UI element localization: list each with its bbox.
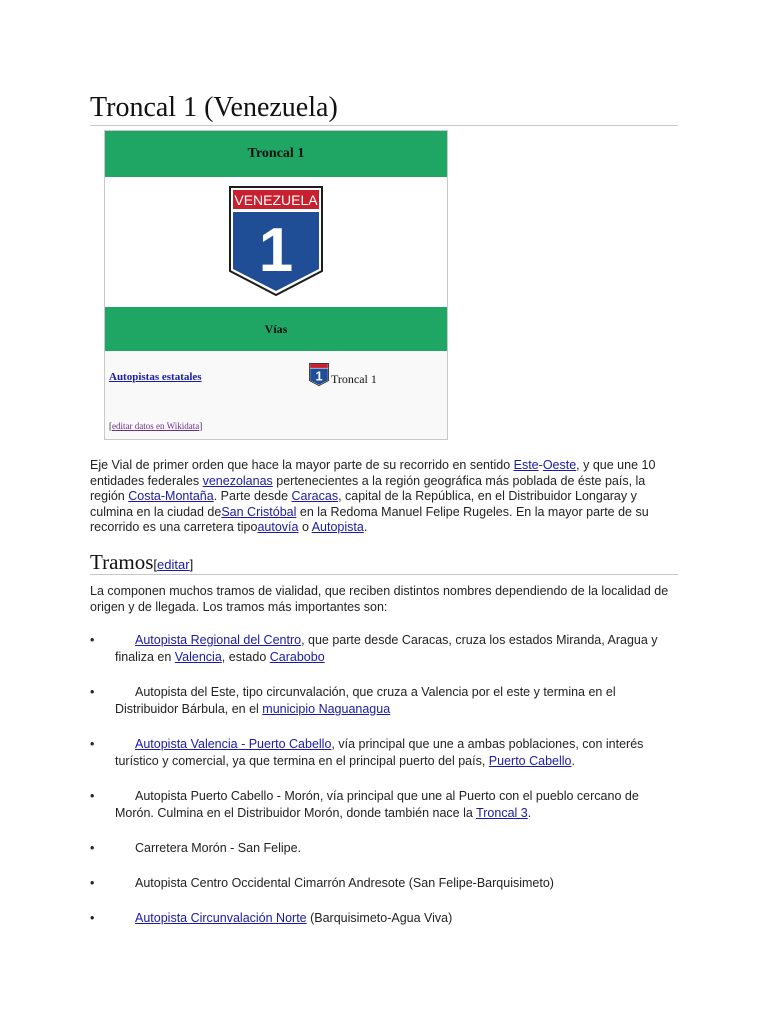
link-puerto-cabello[interactable]: Puerto Cabello <box>488 754 572 768</box>
link-autopista-valencia-puerto-cabello[interactable]: Autopista Valencia - Puerto Cabello <box>135 737 332 751</box>
link-costa-montana[interactable]: Costa-Montaña <box>128 489 214 504</box>
infobox <box>104 130 448 440</box>
infobox-row-value: Troncal 1 <box>331 372 377 386</box>
link-troncal-3[interactable]: Troncal 3 <box>476 806 528 820</box>
list-bullet: • <box>90 633 95 647</box>
list-bullet: • <box>90 876 95 890</box>
link-autopista-regional-centro[interactable]: Autopista Regional del Centro <box>135 633 302 647</box>
route-shield-icon[interactable] <box>228 185 324 297</box>
list-bullet: • <box>90 685 95 699</box>
mini-route-shield-icon <box>309 363 329 386</box>
link-valencia[interactable]: Valencia <box>174 650 222 664</box>
link-autovia[interactable]: autovía <box>257 520 299 535</box>
list-item: Autopista Puerto Cabello - Morón, vía principal que une al Puerto con el pueblo cercano de Morón. Culmina en el Distribuidor Morón, donde también nace la Troncal 3. <box>115 789 639 820</box>
infobox-row-label-link[interactable]: Autopistas estatales <box>109 371 202 383</box>
infobox-edit: [editar datos en Wikidata] <box>109 421 203 431</box>
section-heading-tramos: Tramos[editar] <box>90 550 194 574</box>
title-divider <box>90 125 678 126</box>
link-carabobo[interactable]: Carabobo <box>269 650 325 664</box>
link-este[interactable]: Este <box>513 458 539 472</box>
link-autopista-circunvalacion-norte[interactable]: Autopista Circunvalación Norte <box>135 911 307 925</box>
edit-section-link[interactable]: editar <box>157 557 190 572</box>
infobox-section-header: Vías <box>105 307 447 351</box>
list-bullet: • <box>90 841 95 855</box>
list-item: Autopista Valencia - Puerto Cabello, vía principal que une a ambas poblaciones, con interés turístico y comercial, ya que termina en el principal puerto del país, Puerto Cabello. <box>115 737 644 768</box>
link-autopista[interactable]: Autopista <box>311 520 364 535</box>
list-bullet: • <box>90 737 95 751</box>
link-san-cristobal[interactable]: San Cristóbal <box>221 504 297 519</box>
link-caracas[interactable]: Caracas <box>291 489 339 504</box>
list-item: Autopista Circunvalación Norte (Barquisimeto-Agua Viva) <box>135 911 453 925</box>
infobox-image <box>105 177 447 307</box>
infobox-title: Troncal 1 <box>105 131 447 177</box>
list-item: Autopista del Este, tipo circunvalación, que cruza a Valencia por el este y termina en el Distribuidor Bárbula, en el municipio Naguanagua <box>115 685 616 716</box>
list-bullet: • <box>90 911 95 925</box>
shield-country-text: VENEZUELA <box>234 192 318 208</box>
list-item: Autopista Regional del Centro, que parte desde Caracas, cruza los estados Miranda, Aragua y finaliza en Valencia, estado Carabobo <box>115 633 658 664</box>
list-item: Autopista Centro Occidental Cimarrón Andresote (San Felipe-Barquisimeto) <box>135 876 554 890</box>
shield-number-text: 1 <box>258 216 294 285</box>
list-bullet: • <box>90 789 95 803</box>
section-edit: [editar] <box>153 557 194 572</box>
intro-paragraph: Eje Vial de primer orden que hace la mayor parte de su recorrido en sentido Este-Oeste, y que une 10 entidades federales venezolanas pertenecientes a la región geográfica más poblada de éste país, la región Costa-Montaña. Parte desde Caracas, capital de la República, en el Distribuidor Longaray y culmina en la ciudad deSan Cristóbal en la Redoma Manuel Felipe Rugeles. En la mayor parte de su recorrido es una carretera tipoautovía o Autopista. <box>90 458 656 535</box>
tramos-intro: La componen muchos tramos de vialidad, que reciben distintos nombres dependiendo de la localidad de origen y de llegada. Los tramos más importantes son: <box>90 584 669 614</box>
edit-wikidata-link[interactable]: editar datos en Wikidata <box>112 421 200 431</box>
svg-text:1: 1 <box>315 368 323 384</box>
list-item: Carretera Morón - San Felipe. <box>135 841 302 855</box>
page-title: Troncal 1 (Venezuela) <box>90 92 338 123</box>
link-oeste[interactable]: Oeste <box>542 458 577 472</box>
link-venezolanas[interactable]: venezolanas <box>202 473 273 488</box>
section-divider <box>90 574 678 575</box>
link-municipio-naguanagua[interactable]: municipio Naguanagua <box>262 702 391 716</box>
